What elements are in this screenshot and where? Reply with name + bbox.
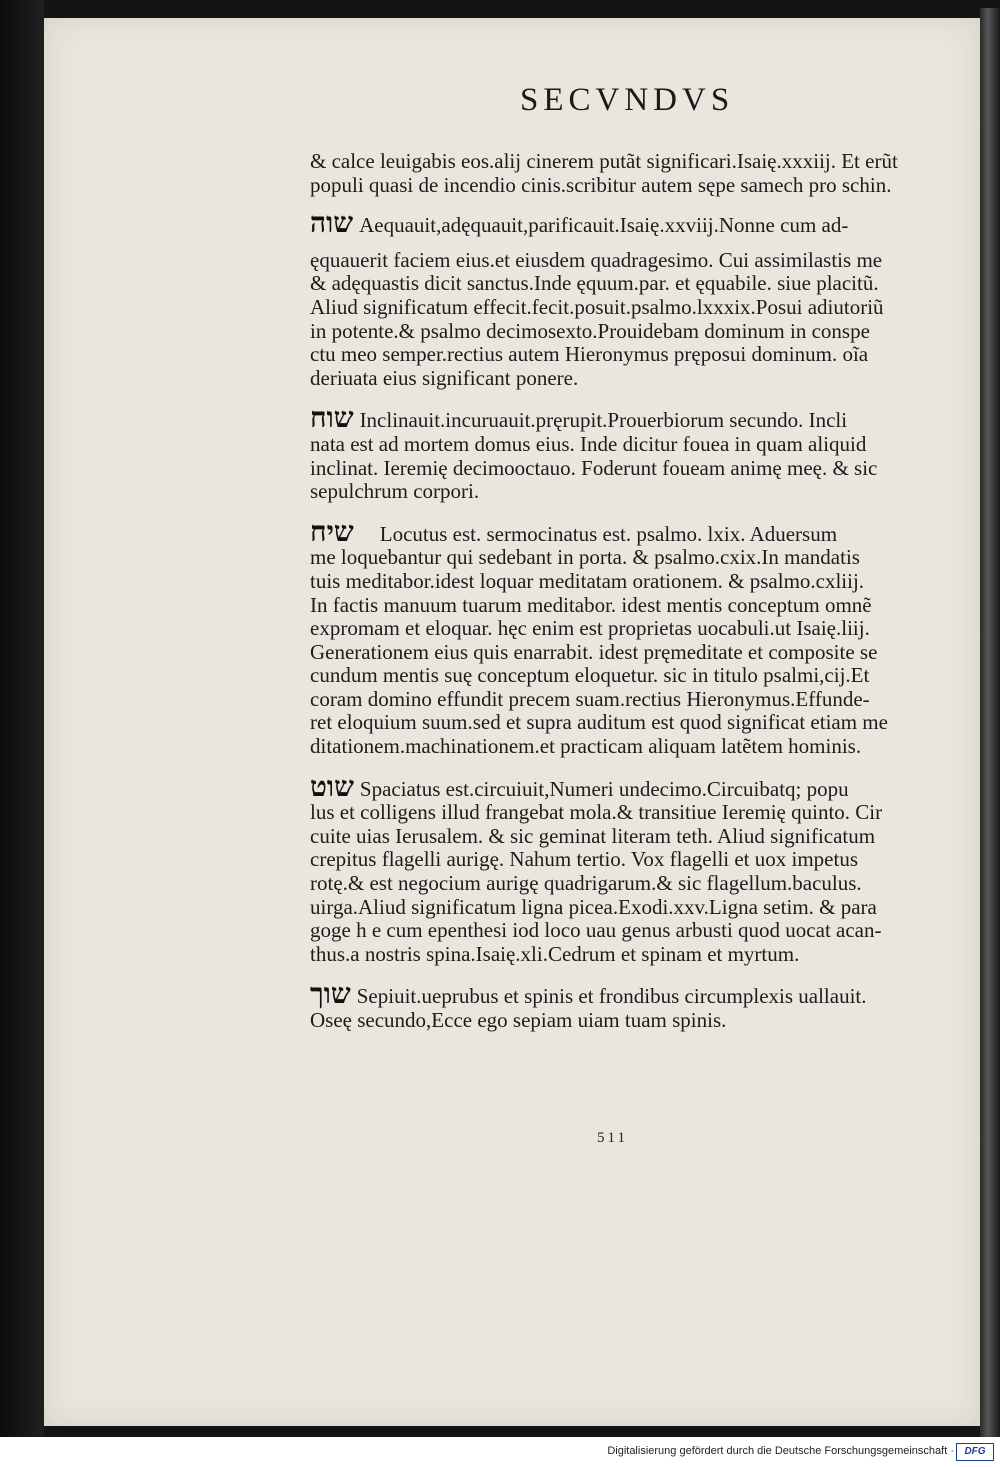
text-line: sepulchrum corpori. [310, 479, 480, 504]
text-line: Sepiuit.ueprubus et spinis et frondibus circumplexis uallauit. [356, 984, 867, 1009]
text-line: Inclinauit.incuruauit.pręrupit.Prouerbiorum secundo. Incli [359, 408, 848, 433]
text-line: in potente.& psalmo decimosexto.Prouidebam dominum in conspe [310, 318, 870, 343]
dictionary-entry-shavah [310, 206, 950, 390]
text-line: Spaciatus est.circuiuit,Numeri undecimo.Circuibatq; popu [359, 776, 849, 801]
text-line: ęquauerit faciem eius.et eiusdem quadragesimo. Cui assimilastis me [310, 247, 883, 272]
text-line: Aliud significatum effecit.fecit.posuit.psalmo.lxxxix.Posui adiutoriũ [310, 294, 884, 319]
text-line: populi quasi de incendio cinis.scribitur autem sępe samech pro schin. [310, 172, 892, 197]
text-line: me loquebantur qui sedebant in porta. & psalmo.cxix.In mandatis [310, 545, 860, 570]
dictionary-entry-shuach [310, 401, 950, 504]
text-line: inclinat. Ieremię decimooctauo. Foderunt foueam animę meę. & sic [310, 455, 878, 480]
text-line: deriuata eius significant ponere. [310, 365, 579, 390]
text-line: thus.a nostris spina.Isaię.xli.Cedrum et spinam et myrtum. [310, 941, 800, 966]
text-line: ctu meo semper.rectius autem Hieronymus pręposui dominum. oĩa [310, 342, 869, 367]
text-line: Locutus est. sermocinatus est. psalmo. lxix. Aduersum [379, 521, 838, 546]
entry-first-line [310, 401, 950, 435]
dfg-logo[interactable]: DFG [956, 1443, 994, 1461]
text-line: cundum mentis suę conceptum eloquetur. sic in titulo psalmi,cij.Et [310, 663, 870, 688]
text-line: ditationem.machinationem.et practicam aliquam latẽtem hominis. [310, 734, 862, 759]
text-line: expromam et eloquar. hęc enim est proprietas uocabuli.ut Isaię.liij. [310, 616, 870, 641]
text-line: crepitus flagelli aurigę. Nahum tertio. Vox flagelli et uox impetus [310, 847, 859, 872]
entry-first-line [310, 977, 950, 1011]
page-fore-edge [980, 8, 1000, 1438]
text-line: nata est ad mortem domus eius. Inde dicitur fouea in quam aliquid [310, 431, 867, 456]
text-line: uirga.Aliud significatum ligna picea.Exodi.xxv.Ligna setim. & para [310, 894, 877, 919]
hebrew-headword: שוך [310, 977, 351, 1011]
text-line: Aequauit,adęquauit,parificauit.Isaię.xxviij.Nonne cum ad- [359, 213, 849, 238]
hebrew-headword: שוח [310, 401, 354, 435]
text-line: goge h e cum epenthesi iod loco uau genus arbusti quod uocat acan- [310, 918, 882, 943]
scan-left-edge [0, 0, 44, 1440]
intro-paragraph [310, 150, 950, 197]
text-line: coram domino effundit precem suam.rectius Hieronymus.Effunde- [310, 686, 870, 711]
running-title: SECVNDVS [520, 82, 735, 118]
text-line: cuite uias Ierusalem. & sic geminat literam teth. Aliud significatum [310, 823, 876, 848]
folio-number: 511 [597, 1130, 628, 1146]
entry-first-line [310, 514, 950, 548]
hebrew-headword: שיח [310, 514, 354, 548]
body-text [310, 150, 950, 1033]
text-line: lus et colligens illud frangebat mola.& transitiue Ieremię quinto. Cir [310, 800, 883, 825]
digitization-footer [0, 1437, 1000, 1467]
funding-credit: Digitalisierung gefördert durch die Deutsche Forschungsgemeinschaft · [607, 1445, 954, 1457]
dictionary-entry-shut [310, 769, 950, 967]
hebrew-headword: שוה [310, 206, 354, 240]
dictionary-entry-siach [310, 514, 950, 759]
entry-first-line [310, 206, 950, 240]
text-line: Generationem eius quis enarrabit. idest pręmeditate et composite se [310, 639, 878, 664]
text-line: tuis meditabor.idest loquar meditatam orationem. & psalmo.cxliij. [310, 568, 865, 593]
text-line: In factis manuum tuarum meditabor. idest mentis conceptum omnẽ [310, 592, 872, 617]
text-line: & adęquastis dicit sanctus.Inde ęquum.par. et ęquabile. siue placitũ. [310, 271, 879, 296]
hebrew-headword: שוט [310, 769, 354, 803]
text-line: ret eloquium suum.sed et supra auditum est quod significat etiam me [310, 710, 888, 735]
entry-first-line [310, 769, 950, 803]
dictionary-entry-shuch [310, 977, 950, 1032]
text-line: rotę.& est negocium aurigę quadrigarum.& sic flagellum.baculus. [310, 871, 862, 896]
text-line: Oseę secundo,Ecce ego sepiam uiam tuam spinis. [310, 1008, 727, 1032]
text-line: & calce leuigabis eos.alij cinerem putãt significari.Isaię.xxxiij. Et erũt [310, 149, 898, 173]
